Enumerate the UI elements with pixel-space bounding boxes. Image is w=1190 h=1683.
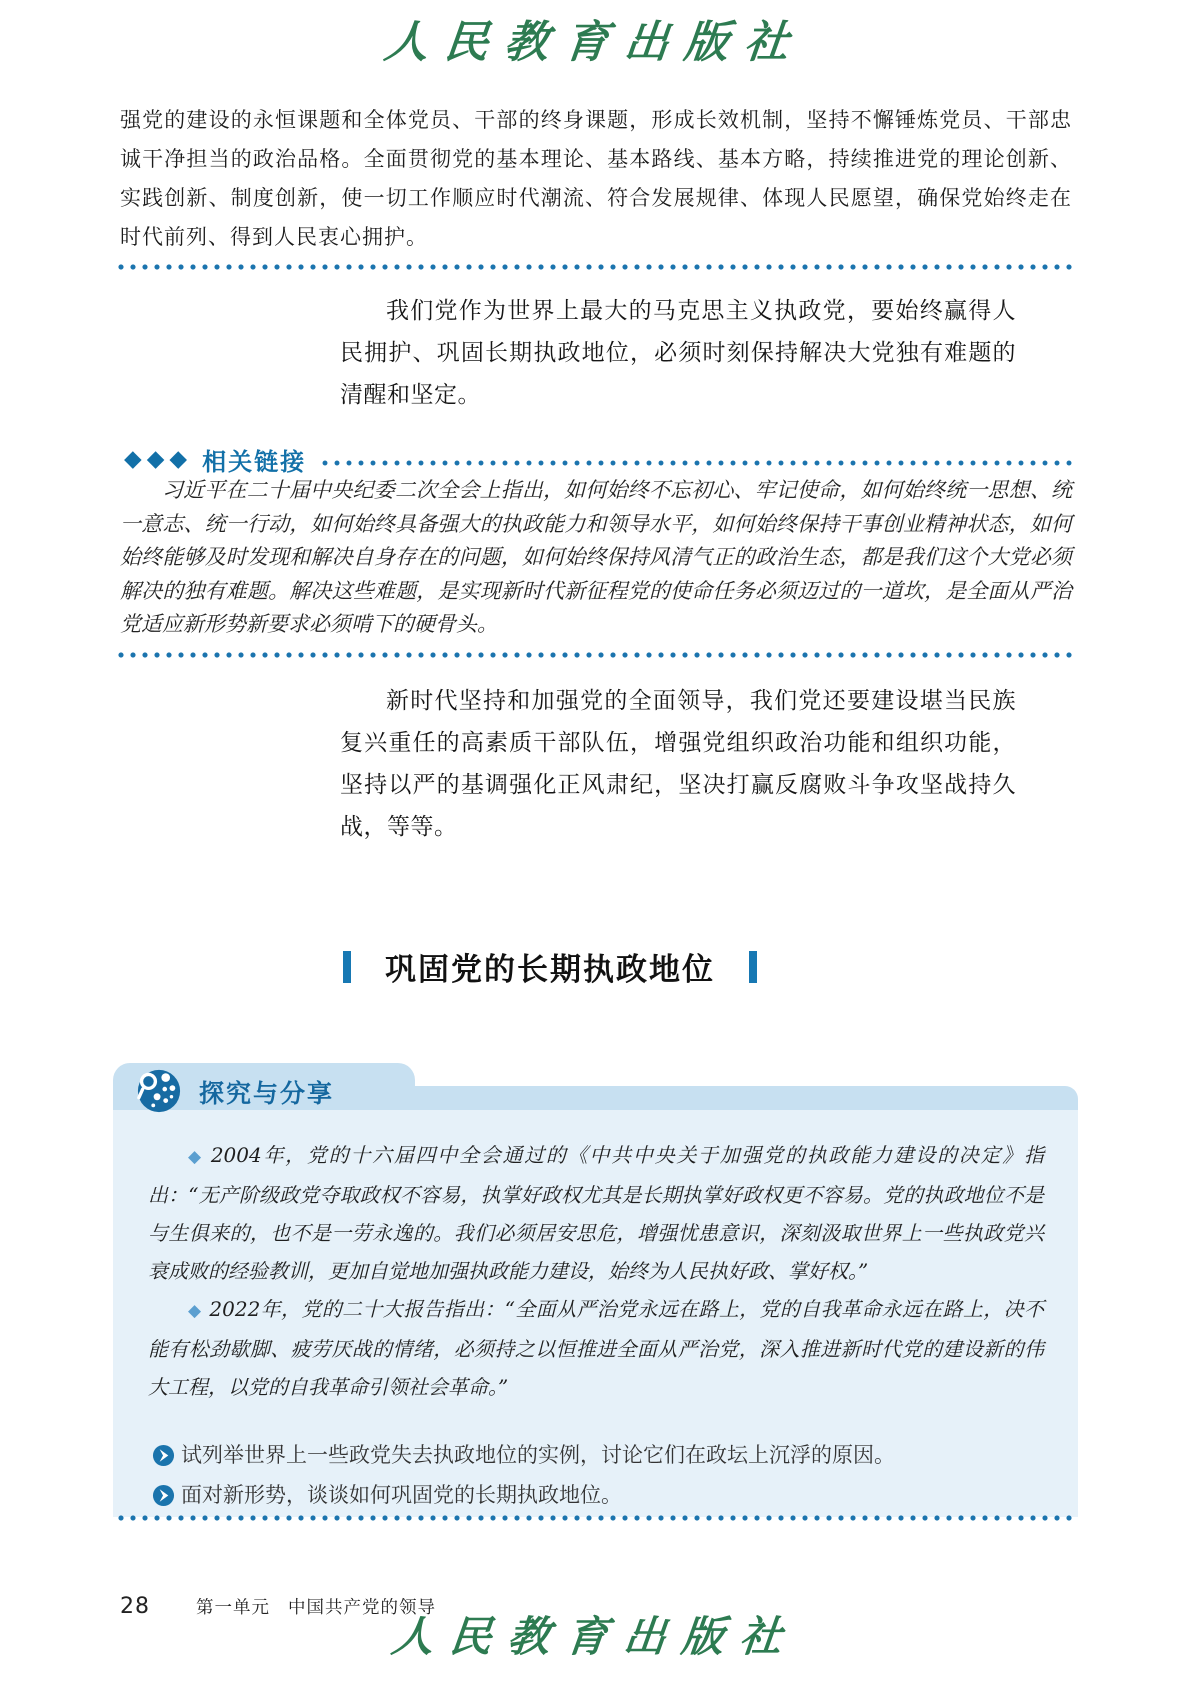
question-text: 试列举世界上一些政党失去执政地位的实例，讨论它们在政坛上沉浮的原因。 <box>181 1443 895 1467</box>
dotted-divider <box>118 264 1074 270</box>
main-text-paragraph-1: 我们党作为世界上最大的马克思主义执政党，要始终赢得人民拥护、巩固长期执政地位，必须时刻保持解决大党独有难题的清醒和坚定。 <box>340 298 1016 408</box>
dotted-divider <box>118 1515 1074 1521</box>
diamond-icon: ◆ <box>146 446 165 472</box>
diamond-icon: ◆ <box>124 446 142 472</box>
diamond-bullet-icon: ◆ <box>188 1301 202 1321</box>
main-text-paragraph-2: 新时代坚持和加强党的全面领导，我们党还要建设堪当民族复兴重任的高素质干部队伍，增强党组织政治功能和组织功能，坚持以严的基调强化正风肃纪，坚决打赢反腐败斗争攻坚战持久战，等等。 <box>340 688 1016 840</box>
arrow-circle-icon <box>152 1444 175 1467</box>
related-links-header <box>124 442 1074 477</box>
publisher-logo-top: 人民教育出版社 <box>381 17 808 68</box>
explore-paragraph-1-text: 2004年，党的十六届四中全会通过的《中共中央关于加强党的执政能力建设的决定》指出：“无产阶级政党夺取政权不容易，执掌好政权尤其是长期执掌好政权更不容易。党的执政地位不是与生俱来的，也不是一劳永逸的。我们必须居安思危，增强忧患意识，深刻汲取世界上一些执政党兴衰成败的经验教训，更加自觉地加强执政能力建设，始终为人民执好政、掌好权。” <box>148 1143 1044 1283</box>
dotted-divider <box>118 652 1074 658</box>
title-bar-left-icon <box>343 951 351 983</box>
question-item <box>148 1436 1044 1474</box>
explore-share-label: 探究与分享 <box>199 1079 335 1108</box>
question-text: 面对新形势，谈谈如何巩固党的长期执政地位。 <box>181 1483 622 1507</box>
explore-share-content <box>148 1110 1044 1517</box>
diamond-icon: ◆ <box>169 446 188 472</box>
question-list <box>148 1436 1044 1514</box>
dotted-rule <box>322 460 1074 466</box>
section-heading <box>75 944 1025 989</box>
page-number: 28 <box>120 1594 150 1619</box>
title-bar-right-icon <box>749 951 757 983</box>
explore-paragraph-1 <box>148 1136 1044 1290</box>
explore-globe-icon <box>136 1068 182 1114</box>
explore-share-box <box>113 1063 1078 1517</box>
publisher-logo-bottom: 人民教育出版社 <box>389 1612 801 1661</box>
footer-unit-title: 中国共产党的领导 <box>288 1598 436 1618</box>
intro-paragraph: 强党的建设的永恒课题和全体党员、干部的终身课题，形成长效机制，坚持不懈锤炼党员、干部忠诚干净担当的政治品格。全面贯彻党的基本理论、基本路线、基本方略，持续推进党的理论创新、实践创新、制度创新，使一切工作顺应时代潮流、符合发展规律、体现人民愿望，确保党始终走在时代前列、得到人民衷心拥护。 <box>120 108 1072 249</box>
related-links-label: 相关链接 <box>202 448 307 476</box>
question-item <box>148 1476 1044 1514</box>
diamond-bullet-icon: ◆ <box>188 1147 203 1167</box>
explore-paragraph-2 <box>148 1290 1044 1406</box>
section-title: 巩固党的长期执政地位 <box>385 952 715 988</box>
explore-paragraph-2-text: 2022年，党的二十大报告指出：“全面从严治党永远在路上，党的自我革命永远在路上，决不能有松劲歇脚、疲劳厌战的情绪，必须持之以恒推进全面从严治党，深入推进新时代党的建设新的伟大工程，以党的自我革命引领社会革命。” <box>148 1297 1044 1399</box>
explore-share-band <box>413 1086 1078 1110</box>
related-links-body: 习近平在二十届中央纪委二次全会上指出，如何始终不忘初心、牢记使命，如何始终统一思想、统一意志、统一行动，如何始终具备强大的执政能力和领导水平，如何始终保持干事创业精神状态，如何始终能够及时发现和解决自身存在的问题，如何始终保持风清气正的政治生态，都是我们这个大党必须解决的独有难题。解决这些难题，是实现新时代新征程党的使命任务必须迈过的一道坎，是全面从严治党适应新形势新要求必须啃下的硬骨头。 <box>120 478 1072 636</box>
arrow-circle-icon <box>152 1484 175 1507</box>
footer-unit: 第一单元 <box>196 1598 270 1618</box>
